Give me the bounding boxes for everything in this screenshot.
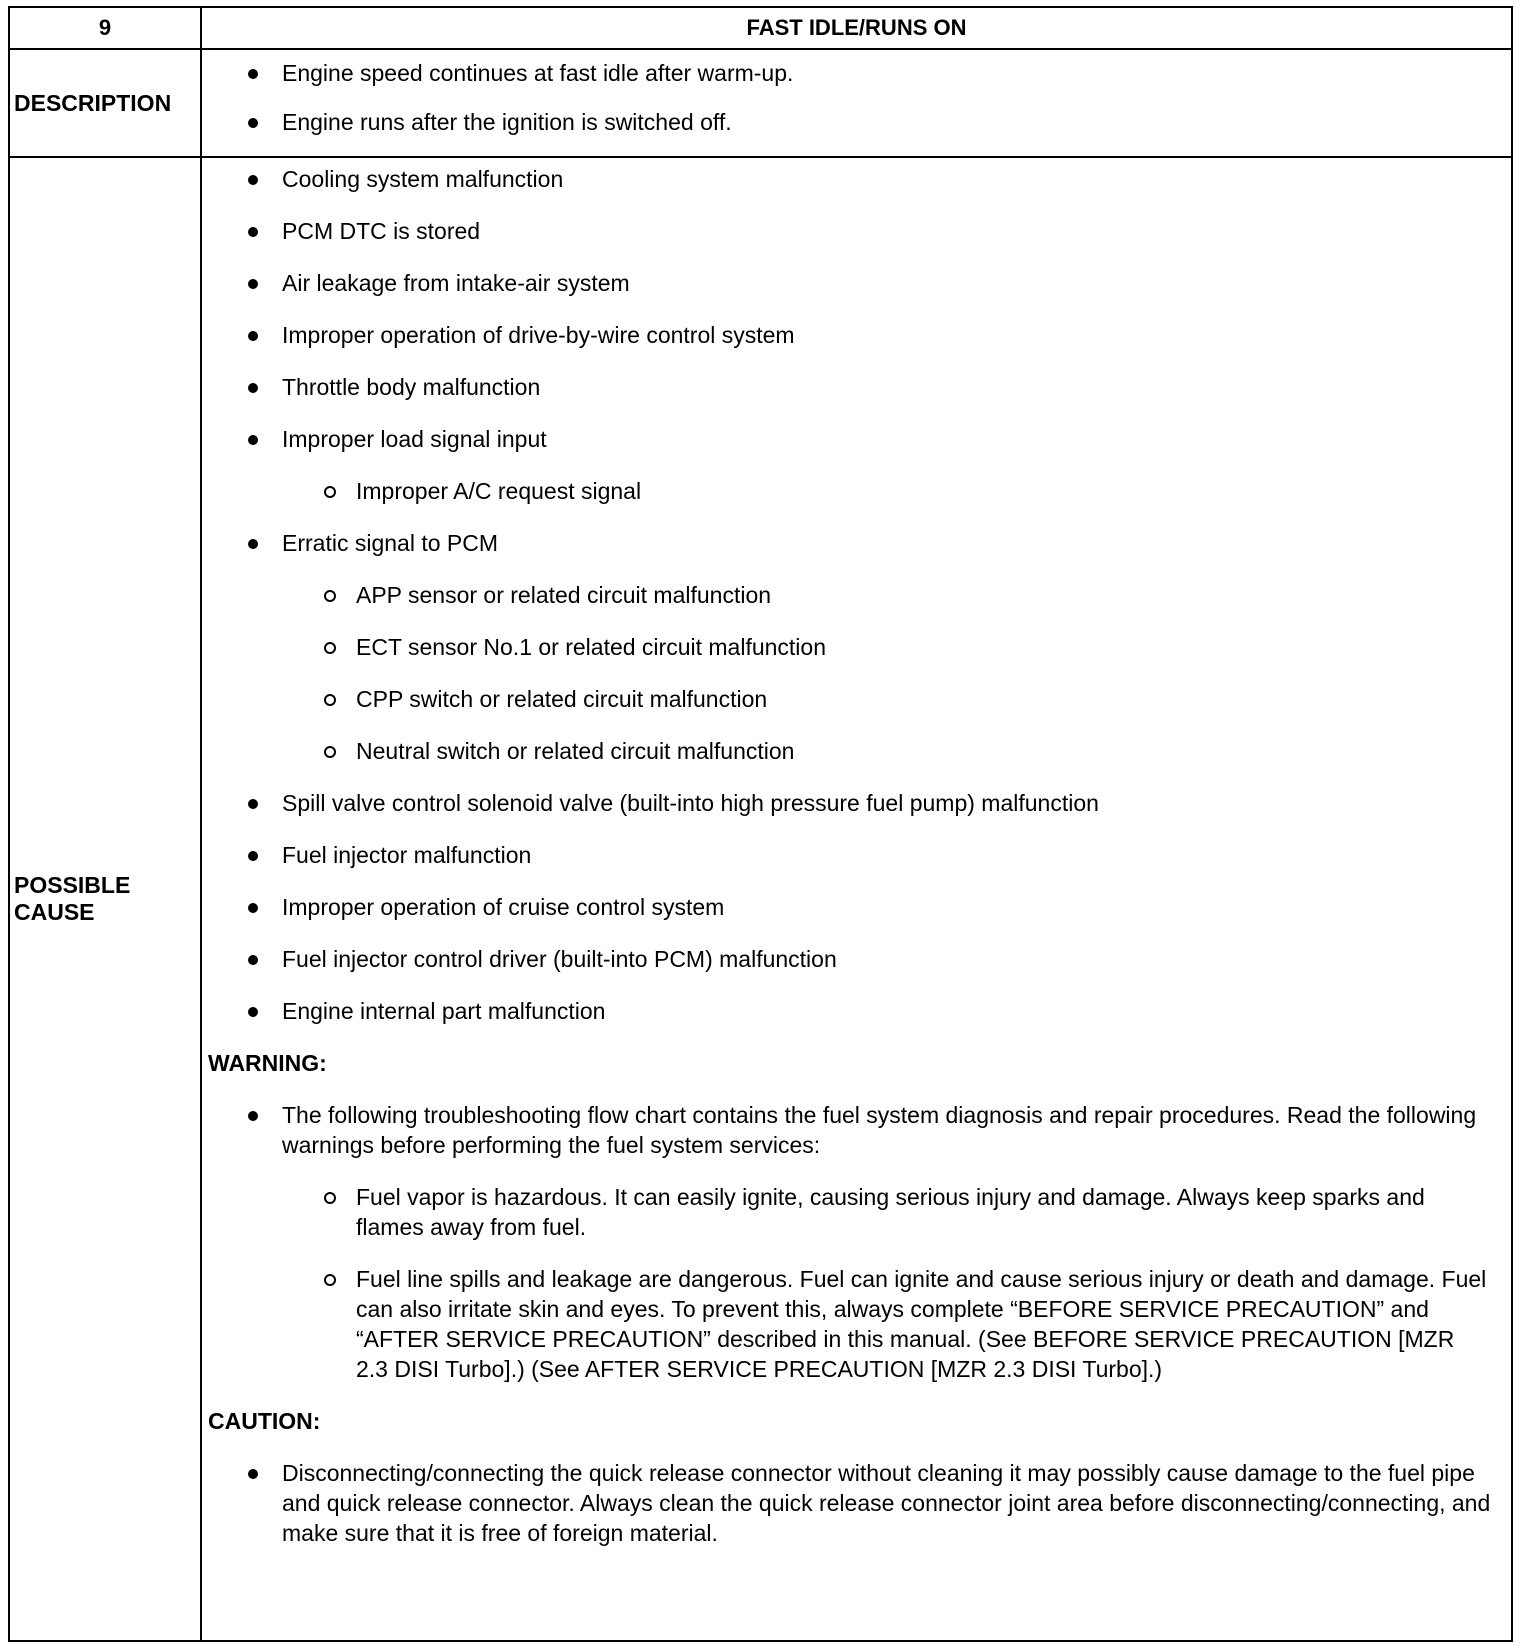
cause-subitem: Improper A/C request signal (356, 476, 1491, 506)
cause-item: Spill valve control solenoid valve (built-into high pressure fuel pump) malfunction (282, 788, 1499, 818)
cause-list (202, 164, 1511, 1026)
cause-item: Fuel injector control driver (built-into PCM) malfunction (282, 944, 1499, 974)
cause-item: Throttle body malfunction (282, 372, 1499, 402)
possible-cause-content (201, 157, 1512, 1641)
cause-item: Air leakage from intake-air system (282, 268, 1499, 298)
possible-cause-row (9, 157, 1512, 1641)
cause-item: PCM DTC is stored (282, 216, 1499, 246)
description-content (201, 49, 1512, 157)
cause-item: Improper operation of cruise control system (282, 892, 1499, 922)
cause-item: Improper load signal input (282, 424, 1499, 454)
header-row (9, 7, 1512, 49)
cause-subitem: ECT sensor No.1 or related circuit malfunction (356, 632, 1491, 662)
cause-item: Improper operation of drive-by-wire control system (282, 320, 1499, 350)
cause-subitem: Neutral switch or related circuit malfunction (356, 736, 1491, 766)
cause-item: Erratic signal to PCM (282, 528, 1499, 558)
cause-subitem: CPP switch or related circuit malfunction (356, 684, 1491, 714)
caution-heading: CAUTION: (208, 1408, 321, 1434)
caution-list (202, 1458, 1511, 1548)
description-label: DESCRIPTION (9, 49, 201, 157)
troubleshooting-table (8, 6, 1513, 1642)
symptom-title: FAST IDLE/RUNS ON (201, 7, 1512, 49)
warning-intro: The following troubleshooting flow chart contains the fuel system diagnosis and repair procedures. Read the following warnings before performing the fuel system services: (282, 1100, 1499, 1160)
warning-list (202, 1100, 1511, 1384)
description-row (9, 49, 1512, 157)
warning-item: Fuel line spills and leakage are dangerous. Fuel can ignite and cause serious injury or death and damage. Fuel can also irritate skin and eyes. To prevent this, always complete “BEFORE SERVICE PRECAUTION” and “AFTER SERVICE PRECAUTION” described in this manual. (See BEFORE SERVICE PRECAUTION [MZR 2.3 DISI Turbo].) (See AFTER SERVICE PRECAUTION [MZR 2.3 DISI Turbo].) (356, 1264, 1491, 1384)
possible-cause-label-line1: POSSIBLE (14, 872, 131, 898)
cause-subitem: APP sensor or related circuit malfunction (356, 580, 1491, 610)
warning-heading: WARNING: (208, 1050, 327, 1076)
description-list (202, 58, 1511, 137)
warning-item: Fuel vapor is hazardous. It can easily ignite, causing serious injury and damage. Always keep sparks and flames away from fuel. (356, 1182, 1491, 1242)
description-item: Engine speed continues at fast idle after warm-up. (282, 58, 1499, 88)
possible-cause-label (9, 157, 201, 1641)
item-number: 9 (9, 7, 201, 49)
description-item: Engine runs after the ignition is switched off. (282, 107, 1499, 137)
caution-item: Disconnecting/connecting the quick release connector without cleaning it may possibly cause damage to the fuel pipe and quick release connector. Always clean the quick release connector joint area before disconnecting/connecting, and make sure that it is free of foreign material. (282, 1458, 1499, 1548)
cause-item: Fuel injector malfunction (282, 840, 1499, 870)
possible-cause-label-line2: CAUSE (14, 899, 95, 925)
cause-item: Cooling system malfunction (282, 164, 1499, 194)
cause-item: Engine internal part malfunction (282, 996, 1499, 1026)
